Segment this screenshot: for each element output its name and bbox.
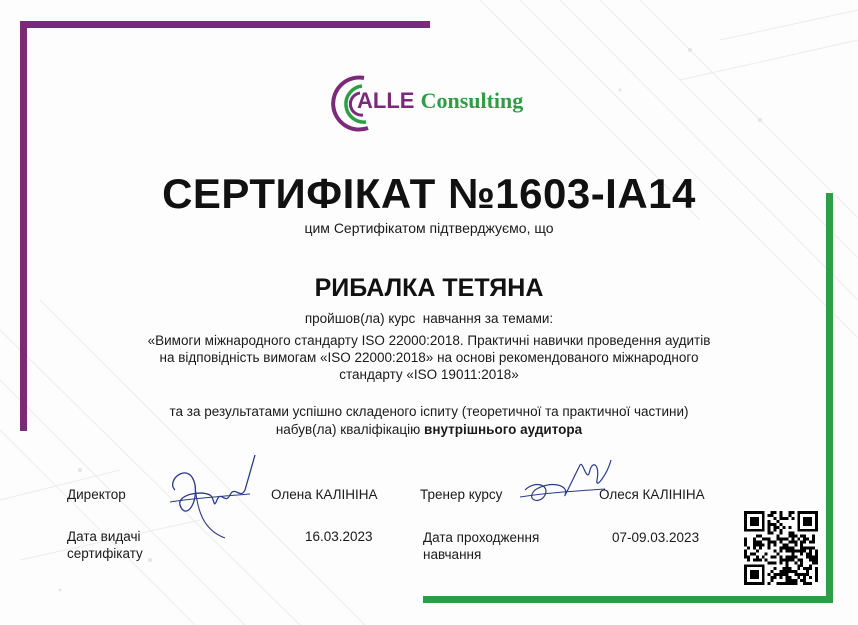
logo-suffix: Consulting [420,88,524,113]
director-label: Директор [67,487,126,502]
result-line-2-prefix: набув(ла) кваліфікацію [275,422,425,437]
course-topics: «Вимоги міжнародного стандарту ISO 22000:2018. Практичні навички проведення аудитів на відповідність вимогам «ISO 22000:2018» на основі рекомендованого міжнародного стандарту «ISO 19011:2018» [147,333,711,382]
qr-code-icon[interactable] [744,511,818,585]
frame-purple-top [20,21,430,28]
trainer-label: Тренер курсу [420,487,503,502]
issue-date-label-line2: сертифікату [67,546,143,561]
training-date-label-line1: Дата проходження [423,530,540,545]
completed-course-text: пройшов(ла) курс навчання за темами: [304,311,554,326]
director-name: Олена КАЛІНІНА [271,487,378,502]
training-date-label [423,529,539,563]
training-date-value: 07-09.03.2023 [612,530,700,545]
result-line-1: та за результатами успішно складеного іспиту (теоретичної та практичної частини) [169,404,689,419]
frame-green-right [826,193,833,603]
training-date-label-line2: навчання [423,547,482,562]
frame-green-bottom [423,596,833,603]
result-text [120,403,738,439]
brand-logo-text [357,88,523,114]
trainer-name: Олеся КАЛІНІНА [599,487,705,502]
qualification: внутрішнього аудитора [424,422,583,437]
issue-date-label-line1: Дата видачі [67,529,141,544]
certificate-subtitle: цим Сертифікатом підтверджуємо, що [304,220,554,236]
certificate-title: СЕРТИФІКАТ №1603-ІА14 [162,170,696,217]
issue-date-value: 16.03.2023 [305,529,373,544]
recipient-name: РИБАЛКА ТЕТЯНА [314,274,544,302]
logo-name: ALLE [357,88,415,113]
director-signature [155,450,265,540]
issue-date-label [67,528,143,562]
